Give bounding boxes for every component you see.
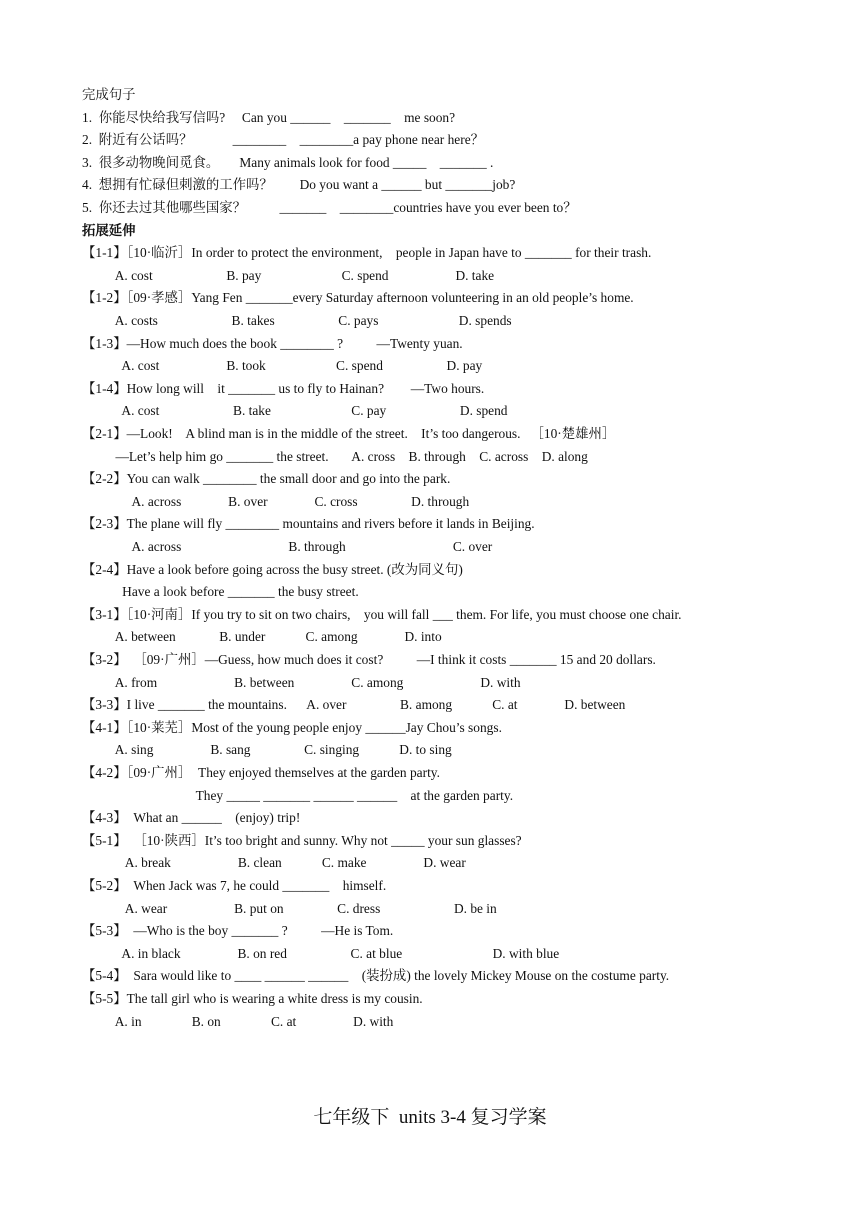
sentence-item: 5. 你还去过其他哪些国家？ _______ ________countries have you ever been to？ xyxy=(82,200,577,215)
exercise-line: 【5-1】 ［10·陕西］It’s too bright and sunny. Why not _____ your sun glasses? xyxy=(82,832,522,848)
sentence-item: 2. 附近有公话吗？ ________ ________a pay phone near here？ xyxy=(82,132,485,148)
exercise-line: 【2-3】The plane will fly ________ mountains and rivers before it lands in Beijing. xyxy=(82,516,535,532)
exercise-line: 【1-1】［10·临沂］In order to protect the environment, people in Japan have to _______ for their trash. xyxy=(82,245,652,261)
exercise-line: 【3-2】 ［09·广州］—Guess, how much does it cost? —I think it costs _______ 15 and 20 dollars. xyxy=(82,652,656,667)
sentence-item: 3. 很多动物晚间觅食。 Many animals look for food _____ _______ . xyxy=(82,154,494,170)
section-heading-extend: 拓展延伸 xyxy=(82,222,136,238)
sentence-item: 4. 想拥有忙碌但刺激的工作吗？ Do you want a ______ but _______job? xyxy=(82,177,516,193)
exercise-line: 【3-3】I live _______ the mountains. A. over B. among C. at D. between xyxy=(82,697,626,713)
exercise-line: 【5-4】 Sara would like to ____ ______ ______ (装扮成) the lovely Mickey Mouse on the costume party. xyxy=(82,968,670,984)
exercise-line: A. cost B. take C. pay D. spend xyxy=(82,403,508,419)
exercise-line: A. sing B. sang C. singing D. to sing xyxy=(82,742,452,758)
section-heading-complete: 完成句子 xyxy=(82,87,136,102)
exercise-line: A. break B. clean C. make D. wear xyxy=(82,855,466,871)
exercise-line: 【4-2】［09·广州］ They enjoyed themselves at the garden party. xyxy=(82,765,440,780)
exercise-line: A. between B. under C. among D. into xyxy=(82,629,442,645)
exercise-line: —Let’s help him go _______ the street. A. cross B. through C. across D. along xyxy=(82,448,588,464)
exercise-line: 【2-1】—Look! A blind man is in the middle of the street. It’s too dangerous. ［10·楚雄州］ xyxy=(82,426,616,441)
exercise-line: 【4-1】［10·莱芜］Most of the young people enjoy ______Jay Chou’s songs. xyxy=(82,719,502,735)
sentence-item: 1. 你能尽快给我写信吗? Can you ______ _______ me soon? xyxy=(82,109,456,125)
exercise-line: 【5-3】 —Who is the boy _______ ? —He is Tom. xyxy=(82,923,394,939)
exercise-line: 【4-3】 What an ______ (enjoy) trip! xyxy=(82,810,301,826)
exercise-line: A. cost B. pay C. spend D. take xyxy=(82,267,495,283)
exercise-line: A. costs B. takes C. pays D. spends xyxy=(82,313,512,328)
exercise-line: 【1-2】［09·孝感］Yang Fen _______every Saturday afternoon volunteering in an old people’s home. xyxy=(82,290,634,306)
exercise-line: A. in B. on C. at D. with xyxy=(82,1013,394,1029)
exercise-line: A. from B. between C. among D. with xyxy=(82,674,521,690)
exercise-line: 【2-4】Have a look before going across the busy street. (改为同义句) xyxy=(82,561,463,577)
exercise-line: A. across B. over C. cross D. through xyxy=(82,493,470,509)
exercise-line: A. across B. through C. over xyxy=(82,539,493,554)
exercise-line: 【1-4】How long will it _______ us to fly to Hainan? —Two hours. xyxy=(82,380,485,396)
exercise-line: A. in black B. on red C. at blue D. with blue xyxy=(82,945,560,961)
exercise-line: 【2-2】You can walk ________ the small door and go into the park. xyxy=(82,471,451,487)
exercise-line: 【5-5】The tall girl who is wearing a white dress is my cousin. xyxy=(82,991,423,1006)
exercise-line: Have a look before _______ the busy street. xyxy=(82,584,359,600)
exercise-line: A. wear B. put on C. dress D. be in xyxy=(82,900,497,916)
exercise-line: A. cost B. took C. spend D. pay xyxy=(82,358,483,374)
exercise-line: They _____ _______ ______ ______ at the garden party. xyxy=(82,787,514,803)
footer-title: 七年级下 units 3-4 复习学案 xyxy=(313,1107,547,1128)
exercise-line: 【5-2】 When Jack was 7, he could _______ himself. xyxy=(82,878,387,893)
exercise-line: 【1-3】—How much does the book ________ ? —Twenty yuan. xyxy=(82,335,463,351)
exercise-line: 【3-1】［10·河南］If you try to sit on two chairs, you will fall ___ them. For life, you must choose one chair. xyxy=(82,606,682,622)
